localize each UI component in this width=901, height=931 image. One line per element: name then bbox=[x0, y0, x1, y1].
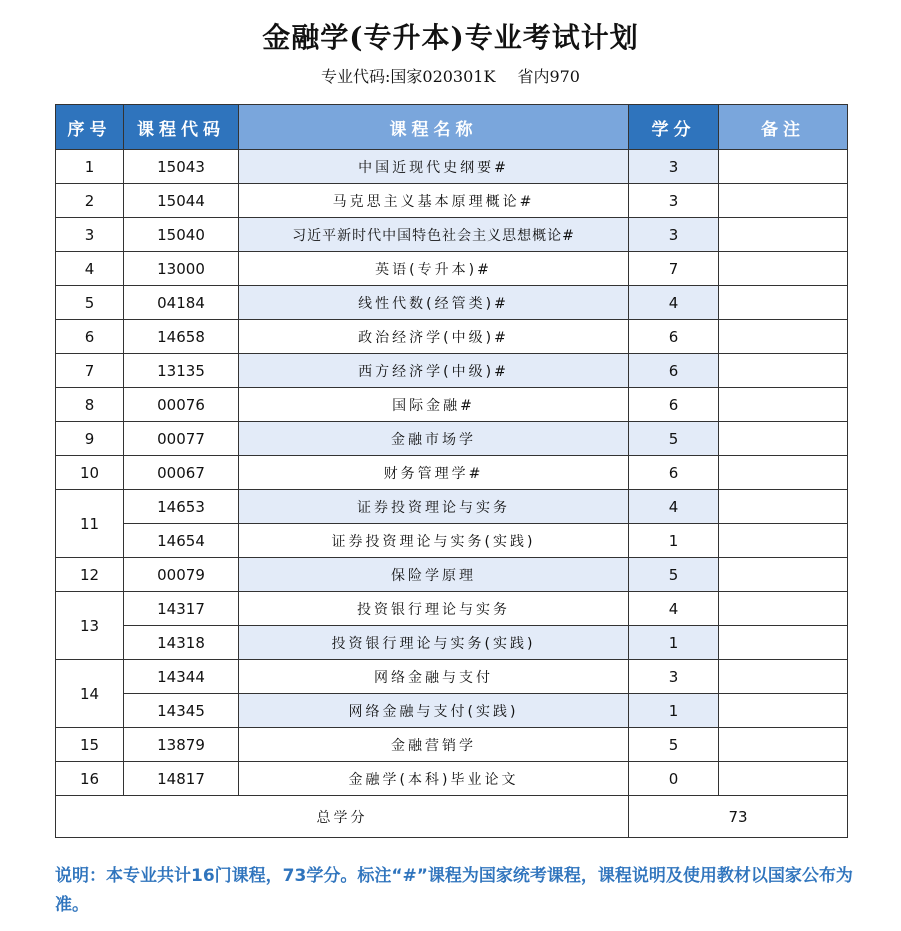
cell-name: 英语(专升本)# bbox=[239, 252, 629, 286]
cell-credit: 6 bbox=[629, 320, 719, 354]
total-label: 总学分 bbox=[56, 796, 629, 838]
cell-remark bbox=[719, 592, 848, 626]
cell-code: 15043 bbox=[124, 150, 239, 184]
cell-name: 线性代数(经管类)# bbox=[239, 286, 629, 320]
table-row bbox=[56, 728, 848, 762]
cell-name: 政治经济学(中级)# bbox=[239, 320, 629, 354]
table-row bbox=[56, 286, 848, 320]
cell-code: 14318 bbox=[124, 626, 239, 660]
cell-code: 15044 bbox=[124, 184, 239, 218]
major-code: 专业代码:国家020301K bbox=[321, 67, 496, 86]
cell-code: 00067 bbox=[124, 456, 239, 490]
table-row bbox=[56, 218, 848, 252]
cell-code: 13879 bbox=[124, 728, 239, 762]
cell-code: 15040 bbox=[124, 218, 239, 252]
cell-code: 14658 bbox=[124, 320, 239, 354]
table-row bbox=[56, 694, 848, 728]
table-row bbox=[56, 320, 848, 354]
table-row bbox=[56, 490, 848, 524]
table-row bbox=[56, 762, 848, 796]
cell-seq: 6 bbox=[56, 320, 124, 354]
cell-remark bbox=[719, 218, 848, 252]
cell-seq: 1 bbox=[56, 150, 124, 184]
cell-credit: 0 bbox=[629, 762, 719, 796]
page-title: 金融学(专升本)专业考试计划 bbox=[262, 21, 639, 54]
cell-code: 04184 bbox=[124, 286, 239, 320]
table-row bbox=[56, 184, 848, 218]
cell-seq: 5 bbox=[56, 286, 124, 320]
cell-name: 保险学原理 bbox=[239, 558, 629, 592]
cell-name: 中国近现代史纲要# bbox=[239, 150, 629, 184]
cell-remark bbox=[719, 252, 848, 286]
cell-name: 证券投资理论与实务 bbox=[239, 490, 629, 524]
cell-name: 国际金融# bbox=[239, 388, 629, 422]
page-subtitle bbox=[0, 64, 901, 87]
cell-credit: 1 bbox=[629, 694, 719, 728]
cell-credit: 5 bbox=[629, 422, 719, 456]
cell-remark bbox=[719, 320, 848, 354]
cell-name: 金融营销学 bbox=[239, 728, 629, 762]
cell-seq: 13 bbox=[56, 592, 124, 660]
cell-code: 13000 bbox=[124, 252, 239, 286]
cell-code: 14345 bbox=[124, 694, 239, 728]
cell-seq: 11 bbox=[56, 490, 124, 558]
cell-name: 证券投资理论与实务(实践) bbox=[239, 524, 629, 558]
table-header-row bbox=[56, 105, 848, 150]
cell-code: 14653 bbox=[124, 490, 239, 524]
cell-credit: 1 bbox=[629, 626, 719, 660]
cell-code: 14317 bbox=[124, 592, 239, 626]
cell-name: 财务管理学# bbox=[239, 456, 629, 490]
cell-code: 14817 bbox=[124, 762, 239, 796]
header-credit: 学分 bbox=[629, 105, 719, 150]
cell-seq: 16 bbox=[56, 762, 124, 796]
header-seq: 序号 bbox=[56, 105, 124, 150]
header-name: 课程名称 bbox=[239, 105, 629, 150]
cell-seq: 10 bbox=[56, 456, 124, 490]
cell-credit: 1 bbox=[629, 524, 719, 558]
cell-remark bbox=[719, 150, 848, 184]
cell-code: 00076 bbox=[124, 388, 239, 422]
cell-remark bbox=[719, 388, 848, 422]
cell-seq: 7 bbox=[56, 354, 124, 388]
cell-credit: 6 bbox=[629, 354, 719, 388]
cell-name: 金融学(本科)毕业论文 bbox=[239, 762, 629, 796]
cell-name: 投资银行理论与实务(实践) bbox=[239, 626, 629, 660]
cell-remark bbox=[719, 728, 848, 762]
cell-credit: 5 bbox=[629, 728, 719, 762]
cell-seq: 12 bbox=[56, 558, 124, 592]
cell-remark bbox=[719, 762, 848, 796]
cell-name: 金融市场学 bbox=[239, 422, 629, 456]
cell-credit: 3 bbox=[629, 150, 719, 184]
cell-remark bbox=[719, 524, 848, 558]
cell-name: 网络金融与支付(实践) bbox=[239, 694, 629, 728]
cell-code: 14654 bbox=[124, 524, 239, 558]
cell-seq: 9 bbox=[56, 422, 124, 456]
cell-remark bbox=[719, 354, 848, 388]
cell-seq: 4 bbox=[56, 252, 124, 286]
cell-credit: 6 bbox=[629, 388, 719, 422]
total-value: 73 bbox=[629, 796, 848, 838]
cell-credit: 4 bbox=[629, 286, 719, 320]
table-row bbox=[56, 626, 848, 660]
cell-credit: 3 bbox=[629, 184, 719, 218]
cell-name: 网络金融与支付 bbox=[239, 660, 629, 694]
total-row bbox=[56, 796, 848, 838]
header-code: 课程代码 bbox=[124, 105, 239, 150]
cell-name: 习近平新时代中国特色社会主义思想概论# bbox=[239, 218, 629, 252]
table-row bbox=[56, 592, 848, 626]
exam-plan-table bbox=[55, 104, 848, 838]
cell-credit: 5 bbox=[629, 558, 719, 592]
cell-credit: 6 bbox=[629, 456, 719, 490]
table-row bbox=[56, 456, 848, 490]
table-row bbox=[56, 150, 848, 184]
cell-credit: 4 bbox=[629, 490, 719, 524]
cell-seq: 15 bbox=[56, 728, 124, 762]
cell-code: 13135 bbox=[124, 354, 239, 388]
cell-remark bbox=[719, 184, 848, 218]
cell-remark bbox=[719, 660, 848, 694]
table-row bbox=[56, 252, 848, 286]
cell-credit: 3 bbox=[629, 660, 719, 694]
explanation-note: 说明：本专业共计16门课程，73学分。标注“#”课程为国家统考课程，课程说明及使用教材以国家公布为准。 bbox=[55, 866, 853, 915]
cell-seq: 8 bbox=[56, 388, 124, 422]
province-code: 省内970 bbox=[517, 67, 580, 86]
cell-remark bbox=[719, 558, 848, 592]
table-row bbox=[56, 388, 848, 422]
table-row bbox=[56, 558, 848, 592]
cell-remark bbox=[719, 694, 848, 728]
table-row bbox=[56, 660, 848, 694]
cell-seq: 3 bbox=[56, 218, 124, 252]
cell-remark bbox=[719, 626, 848, 660]
cell-remark bbox=[719, 286, 848, 320]
cell-seq: 2 bbox=[56, 184, 124, 218]
cell-remark bbox=[719, 456, 848, 490]
cell-seq: 14 bbox=[56, 660, 124, 728]
header-remark: 备注 bbox=[719, 105, 848, 150]
cell-remark bbox=[719, 490, 848, 524]
cell-credit: 7 bbox=[629, 252, 719, 286]
table-row bbox=[56, 524, 848, 558]
table-row bbox=[56, 354, 848, 388]
cell-code: 00079 bbox=[124, 558, 239, 592]
cell-credit: 3 bbox=[629, 218, 719, 252]
cell-code: 00077 bbox=[124, 422, 239, 456]
cell-name: 投资银行理论与实务 bbox=[239, 592, 629, 626]
cell-credit: 4 bbox=[629, 592, 719, 626]
cell-name: 马克思主义基本原理概论# bbox=[239, 184, 629, 218]
table-row bbox=[56, 422, 848, 456]
cell-code: 14344 bbox=[124, 660, 239, 694]
cell-remark bbox=[719, 422, 848, 456]
cell-name: 西方经济学(中级)# bbox=[239, 354, 629, 388]
